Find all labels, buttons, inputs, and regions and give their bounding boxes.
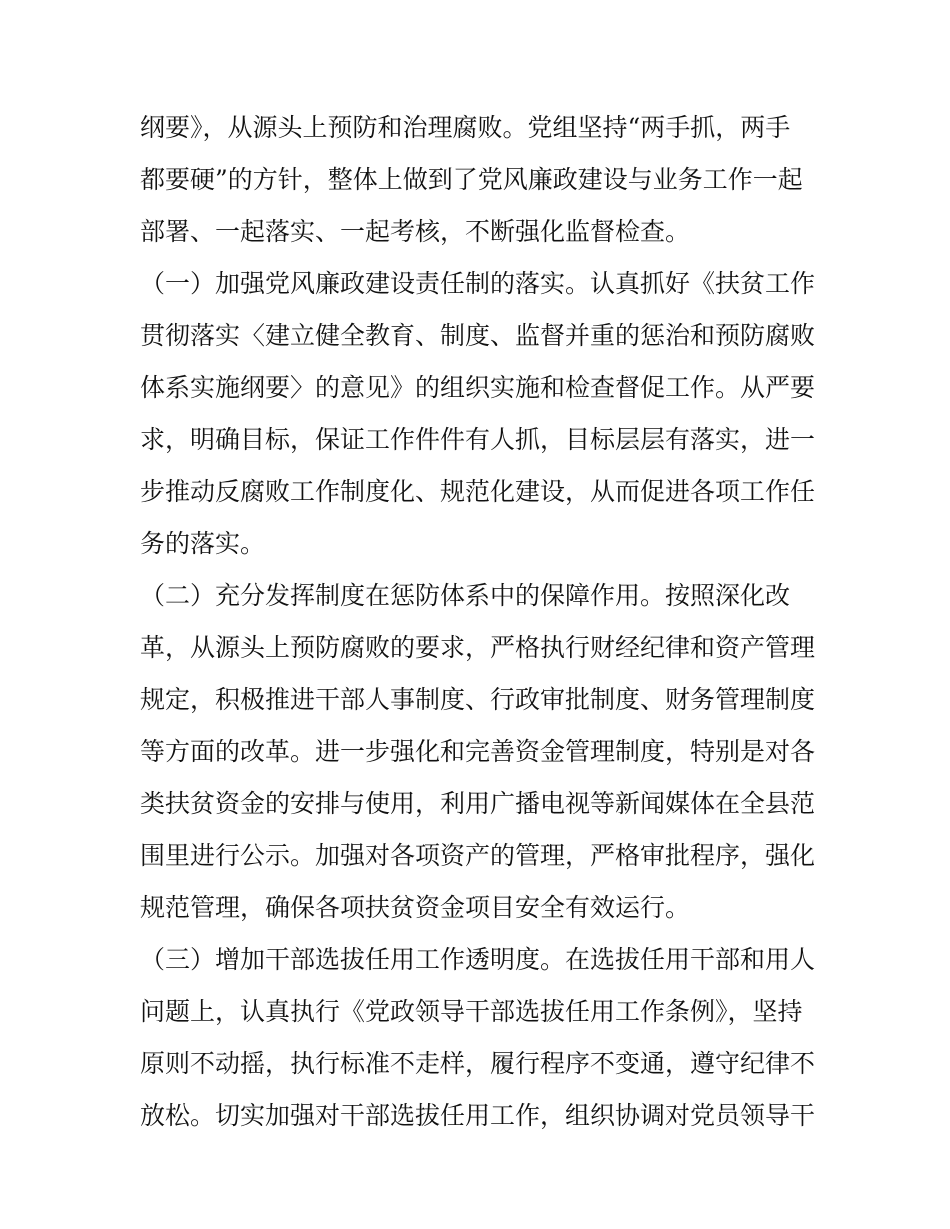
text-line: 部署、一起落实、一起考核，不断强化监督检查。	[140, 217, 691, 246]
text-line: 规范管理，确保各项扶贫资金项目安全有效运行。	[140, 893, 691, 922]
text-line: 类扶贫资金的安排与使用，利用广播电视等新闻媒体在全县范	[140, 789, 816, 818]
text-line: 放松。切实加强对干部选拔任用工作，组织协调对党员领导干	[140, 1101, 816, 1130]
text-line: 革，从源头上预防腐败的要求，严格执行财经纪律和资产管理	[140, 633, 816, 662]
text-line: 围里进行公示。加强对各项资产的管理，严格审批程序，强化	[140, 841, 816, 870]
text-line: 都要硬”的方针，整体上做到了党风廉政建设与业务工作一起	[140, 165, 803, 194]
text-line: （二）充分发挥制度在惩防体系中的保障作用。按照深化改	[140, 581, 791, 610]
text-line: 体系实施纲要〉的意见》的组织实施和检查督促工作。从严要	[140, 373, 816, 402]
text-line: （三）增加干部选拔任用工作透明度。在选拔任用干部和用人	[140, 945, 816, 974]
text-line: 规定，积极推进干部人事制度、行政审批制度、财务管理制度	[140, 685, 816, 714]
text-line: 步推动反腐败工作制度化、规范化建设，从而促进各项工作任	[140, 477, 816, 506]
text-line: 问题上，认真执行《党政领导干部选拔任用工作条例》，坚持	[140, 997, 803, 1026]
text-line: 纲要》，从源头上预防和治理腐败。党组坚持“两手抓，两手	[140, 113, 791, 142]
text-line: 务的落实。	[140, 529, 266, 558]
text-line: 求，明确目标，保证工作件件有人抓，目标层层有落实，进一	[140, 425, 816, 454]
text-line: 贯彻落实〈建立健全教育、制度、监督并重的惩治和预防腐败	[140, 321, 816, 350]
text-line: 原则不动摇，执行标准不走样，履行程序不变通，遵守纪律不	[140, 1049, 816, 1078]
text-line: 等方面的改革。进一步强化和完善资金管理制度，特别是对各	[140, 737, 816, 766]
text-line: （一）加强党风廉政建设责任制的落实。认真抓好《扶贫工作	[140, 269, 816, 298]
